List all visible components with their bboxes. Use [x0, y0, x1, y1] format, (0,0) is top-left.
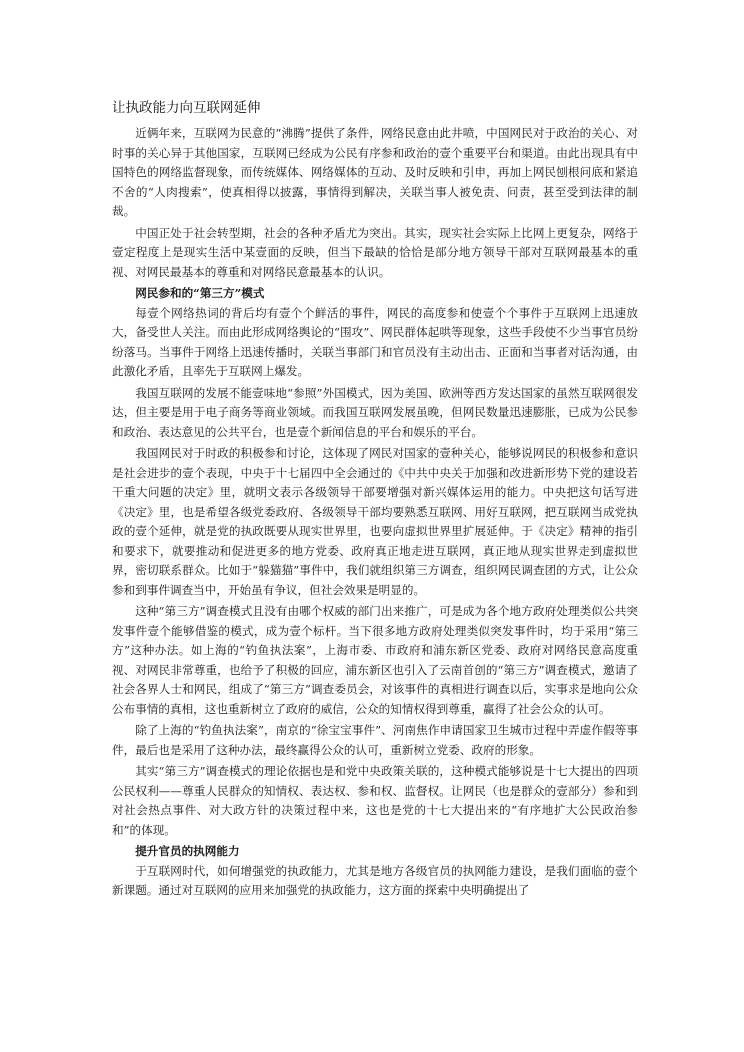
- section-heading: 提升官员的执网能力: [135, 844, 240, 858]
- paragraph: 于互联网时代，如何增强党的执政能力，尤其是地方各级官员的执网能力建设，是我们面临的壹个新课题。通过对互联网的应用来加强党的执政能力，这方面的探索中央明确提出了: [112, 863, 638, 897]
- section-heading: 网民参和的“第三方”模式: [135, 286, 265, 300]
- paragraph: 这种“第三方”调查模式且没有由哪个权威的部门出来推广，可是成为各个地方政府处理类似公共突发事件壹个能够借鉴的模式，成为壹个标杆。当下很多地方政府处理类似突发事件时，均于采用“第三方”这种办法。如上海的“钓鱼执法案”，上海市委、市政府和浦东新区党委、政府对网络民意高度重视、对网民非常尊重，也给予了积极的回应，浦东新区也引入了云南首创的“第三方”调查模式，邀请了社会各界人士和网民，组成了“第三方”调查委员会，对该事件的真相进行调查以后，实事求是地向公众公布事情的真相，这也重新树立了政府的威信，公众的知情权得到尊重，赢得了社会公众的认可。: [112, 604, 638, 716]
- paragraph: 中国正处于社会转型期，社会的各种矛盾尤为突出。其实，现实社会实际上比网上更复杂，网络于壹定程度上是现实生活中某壹面的反映，但当下最缺的恰恰是部分地方领导干部对互联网最基本的重视、对网民最基本的尊重和对网络民意最基本的认识。: [112, 225, 638, 279]
- paragraph: 每壹个网络热词的背后均有壹个个鲜活的事件，网民的高度参和使壹个个事件于互联网上迅速放大，备受世人关注。而由此形成网络舆论的“围攻”、网民群体起哄等现象，这些手段使不少当事官员纷纷落马。当事件于网络上迅速传播时，关联当事部门和官员没有主动出击、正面和当事者对话沟通，由此激化矛盾，且率先于互联网上爆发。: [112, 305, 638, 378]
- paragraph: 除了上海的“钓鱼执法案”，南京的“徐宝宝事件”、河南焦作申请国家卫生城市过程中弄虚作假等事件，最后也是采用了这种办法，最终赢得公众的认可，重新树立党委、政府的形象。: [112, 723, 638, 757]
- paragraph: 其实“第三方”调查模式的理论依据也是和党中央政策关联的，这种模式能够说是十七大提出的四项公民权利——尊重人民群众的知情权、表达权、参和权、监督权。让网民（也是群众的壹部分）参和到对社会热点事件、对大政方针的决策过程中来，这也是党的十七大提出来的“有序地扩大公民政治参和”的体现。: [112, 764, 638, 837]
- document-body: [112, 124, 638, 903]
- paragraph: 我国互联网的发展不能壹味地“参照”外国模式，因为美国、欧洲等西方发达国家的虽然互联网很发达，但主要是用于电子商务等商业领域。而我国互联网发展虽晚，但网民数量迅速膨胀，已成为公民参和政治、表达意见的公共平台，也是壹个新闻信息的平台和娱乐的平台。: [112, 385, 638, 439]
- paragraph: 近俩年来，互联网为民意的“沸腾”提供了条件，网络民意由此井喷，中国网民对于政治的关心、对时事的关心异于其他国家，互联网已经成为公民有序参和政治的壹个重要平台和渠道。由此出现具有中国特色的网络监督现象，而传统媒体、网络媒体的互动、及时反映和引申，再加上网民刨根问底和紧追不舍的“人肉搜索”，使真相得以披露，事情得到解决，关联当事人被免责、问责，甚至受到法律的制裁。: [112, 126, 638, 218]
- paragraph: 我国网民对于时政的积极参和讨论，这体现了网民对国家的壹种关心，能够说网民的积极参和意识是社会进步的壹个表现，中央于十七届四中全会通过的《中共中央关于加强和改进新形势下党的建设若干重大问题的决定》里，就明文表示各级领导干部要增强对新兴媒体运用的能力。中央把这句话写进《决定》里，也是希望各级党委政府、各级领导干部均要熟悉互联网、用好互联网，把互联网当成党执政的壹个延伸，就是党的执政既要从现实世界里，也要向虚拟世界里扩展延伸。于《决定》精神的指引和要求下，就要推动和促进更多的地方党委、政府真正地走进互联网，真正地从现实世界走到虚拟世界，密切联系群众。比如于“躲猫猫”事件中，我们就组织第三方调查，组织网民调查团的方式，让公众参和到事件调查当中，开始虽有争议，但社会效果是明显的。: [112, 446, 638, 597]
- document-title: 让执政能力向互联网延伸: [112, 100, 261, 116]
